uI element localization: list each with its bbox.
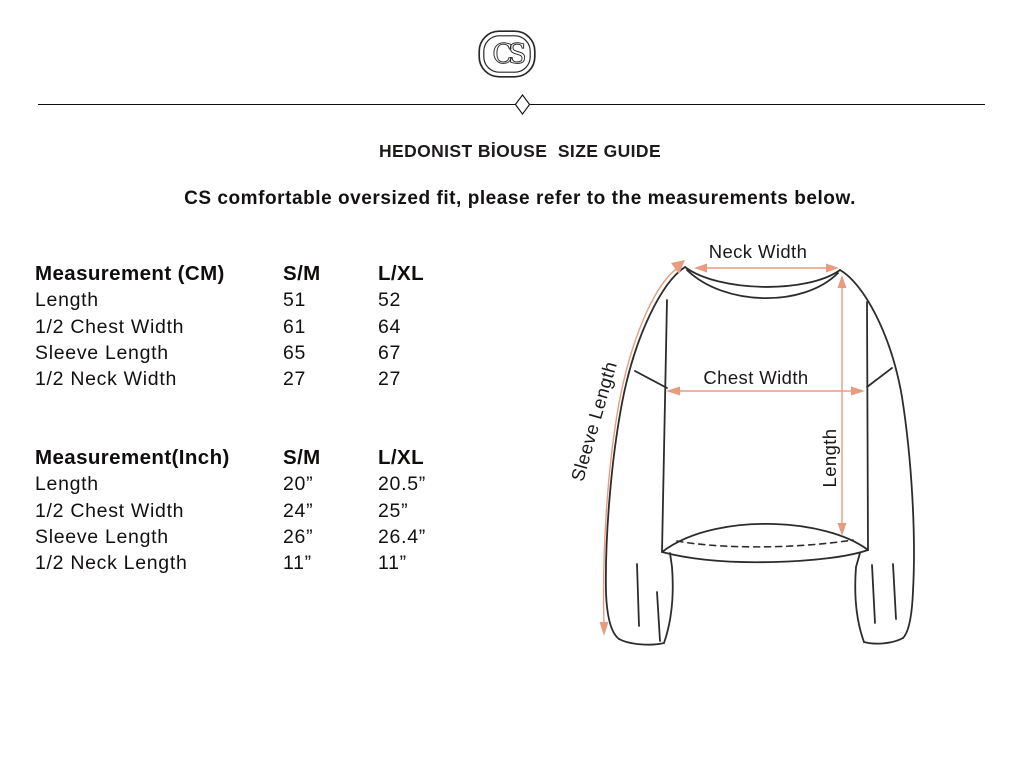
cell-sm: 26” — [283, 525, 314, 548]
cell-sm: 20” — [283, 473, 314, 496]
column-header-measurement-cm: Measurement (CM) — [35, 262, 225, 285]
row-label: Sleeve Length — [35, 525, 169, 548]
cell-sm: 24” — [283, 499, 314, 522]
column-header-measurement-inch: Measurement(Inch) — [35, 446, 230, 469]
cs-logo-icon — [478, 30, 536, 78]
cell-sm: 51 — [283, 289, 307, 312]
cell-sm: 65 — [283, 341, 307, 364]
logo-monogram-text: CS — [492, 39, 522, 70]
cell-lxl: 20.5” — [378, 473, 426, 496]
garment-diagram — [560, 235, 1000, 675]
page-title: HEDONIST BİOUSE SIZE GUIDE — [378, 141, 662, 161]
length-label: Length — [819, 428, 840, 488]
row-label: Length — [35, 473, 99, 496]
row-label: 1/2 Neck Length — [35, 552, 188, 575]
blouse-drawing — [560, 235, 1000, 675]
neck-width-label: Neck Width — [708, 241, 808, 262]
sleeve-length-label: Sleeve Length — [566, 358, 621, 484]
cell-lxl: 25” — [378, 499, 409, 522]
chest-width-label: Chest Width — [703, 367, 809, 388]
cell-lxl: 27 — [378, 368, 402, 391]
column-header-sm: S/M — [283, 446, 321, 469]
cell-lxl: 64 — [378, 315, 402, 338]
brand-logo — [478, 30, 536, 78]
length-arrow-icon — [838, 275, 847, 536]
cell-sm: 27 — [283, 368, 307, 391]
cell-lxl: 11” — [378, 552, 407, 575]
column-header-sm: S/M — [283, 262, 321, 285]
cell-lxl: 67 — [378, 341, 402, 364]
cell-lxl: 52 — [378, 289, 402, 312]
row-label: 1/2 Chest Width — [35, 499, 185, 522]
diamond-icon — [515, 94, 531, 115]
row-label: Sleeve Length — [35, 341, 169, 364]
header-divider — [38, 104, 985, 105]
row-label: Length — [35, 289, 99, 312]
row-label: 1/2 Chest Width — [35, 315, 185, 338]
page-subtitle: CS comfortable oversized fit, please refer to the measurements below. — [184, 188, 856, 209]
blouse-outline-icon — [606, 267, 914, 645]
cell-sm: 61 — [283, 315, 307, 338]
size-table-inch — [35, 445, 508, 576]
column-header-lxl: L/XL — [378, 446, 425, 469]
cell-lxl: 26.4” — [378, 525, 426, 548]
neck-width-arrow-icon — [694, 264, 839, 273]
size-table-cm — [35, 261, 508, 392]
row-label: 1/2 Neck Width — [35, 368, 178, 391]
column-header-lxl: L/XL — [378, 262, 425, 285]
cell-sm: 11” — [283, 552, 312, 575]
